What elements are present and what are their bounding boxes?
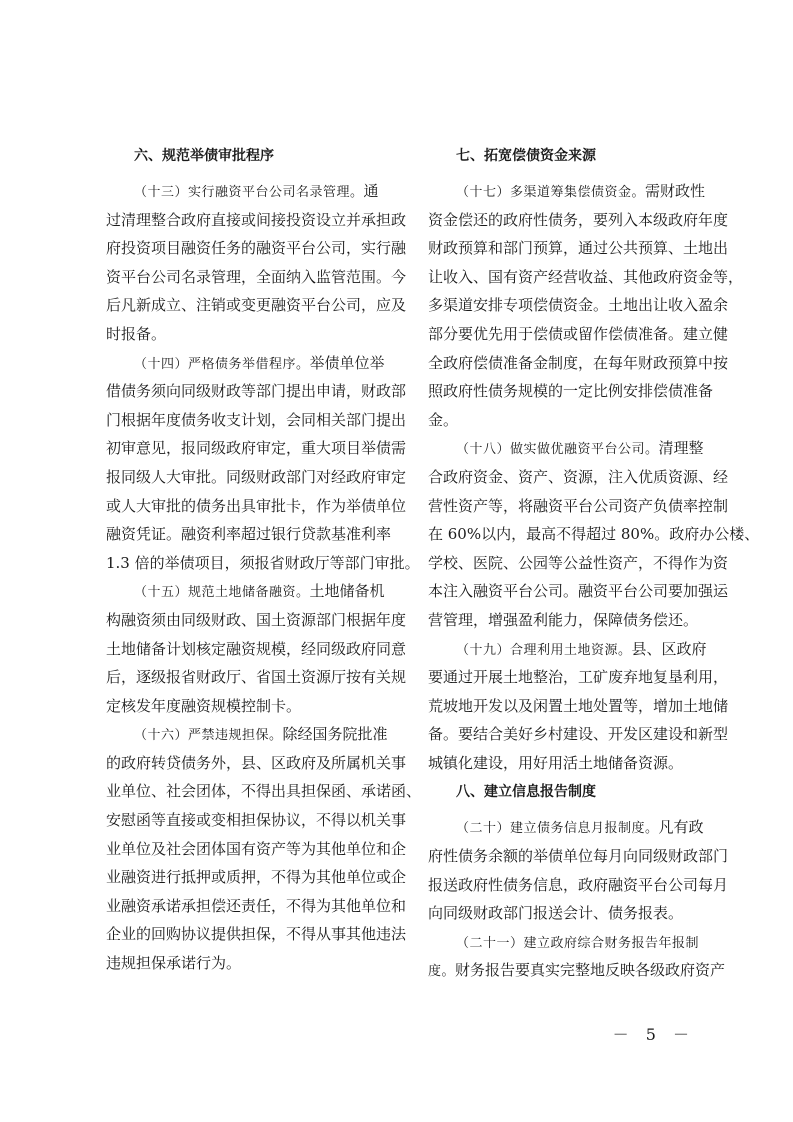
paragraph-line: 定核发年度融资规模控制卡。: [106, 696, 302, 715]
paragraph-13: [106, 177, 407, 349]
paragraph-label: （二十一）建立政府综合财务报告年报制: [456, 935, 700, 951]
section-heading-7: 七、拓宽偿债资金来源: [456, 148, 596, 164]
paragraph-label: （二十）建立债务信息月报制度。: [456, 821, 659, 837]
paragraph-text: 凡有政: [658, 818, 704, 837]
paragraph-17: [428, 177, 744, 434]
section-heading-6: 六、规范举债审批程序: [134, 148, 274, 164]
paragraph-line: 资金偿还的政府性债务，要列入本级政府年度: [428, 210, 729, 229]
paragraph-label: （十四）严格债务举借程序。: [134, 356, 310, 372]
paragraph-line: 营管理，增强盈利能力，保障债务偿还。: [428, 610, 699, 629]
paragraph-line: 营性资产等，将融资平台公司资产负债率控制: [428, 496, 729, 515]
paragraph-text: 通: [363, 182, 379, 200]
paragraph-text: 清理整: [658, 439, 704, 458]
paragraph-line: 全政府偿债准备金制度，在每年财政预算中按: [428, 353, 729, 372]
paragraph-line: 本注入融资平台公司。融资平台公司要加强运: [428, 582, 729, 601]
paragraph-label: （十三）实行融资平台公司名录管理。: [134, 185, 364, 200]
paragraph-line: 借债务须向同级财政等部门提出申请，财政部: [106, 382, 407, 401]
paragraph-line: 财政预算和部门预算，通过公共预算、土地出: [428, 239, 729, 258]
paragraph-line: 资平台公司名录管理，全面纳入监管范围。今: [106, 267, 407, 286]
page-number: － 5 －: [612, 1025, 695, 1044]
paragraph-line: 1.3 倍的举债项目，须报省财政厅等部门审批。: [106, 553, 420, 572]
paragraph-line: 报同级人大审批。同级财政部门对经政府审定: [106, 467, 407, 486]
paragraph-text: 财务报告要真实完整地反映各级政府资产: [455, 961, 726, 980]
left-column: [106, 141, 422, 978]
paragraph-line: 向同级财政部门报送会计、债务报表。: [428, 904, 684, 923]
paragraph-line: 构融资须由同级财政、国土资源部门根据年度: [106, 610, 407, 629]
paragraph-text: 举债单位举: [309, 353, 385, 372]
paragraph-20: [428, 813, 729, 927]
paragraph-label-continued: 度。: [428, 964, 456, 980]
paragraph-line: 企业的回购协议提供担保，不得从事其他违法: [106, 925, 407, 944]
paragraph-line: 或人大审批的债务出具审批卡，作为举债单位: [106, 496, 407, 515]
paragraph-line: 在 60%以内，最高不得超过 80%。政府办公楼、: [428, 525, 760, 544]
paragraph-text: 县、区政府: [631, 639, 707, 658]
paragraph-label: （十七）多渠道筹集偿债资金。: [456, 185, 646, 200]
paragraph-label: （十九）合理利用土地资源。: [456, 642, 632, 658]
paragraph-14: [106, 349, 420, 578]
paragraph-18: [428, 434, 760, 634]
paragraph-line: 的政府转贷债务外，县、区政府及所属机关事: [106, 753, 407, 772]
paragraph-line: 金。: [428, 410, 459, 429]
paragraph-21: [428, 928, 726, 985]
paragraph-text: 需财政性: [645, 182, 706, 200]
paragraph-text: 土地储备机: [309, 582, 385, 601]
paragraph-line: 学校、医院、公园等公益性资产，不得作为资: [428, 553, 729, 572]
paragraph-line: 违规担保承诺行为。: [106, 954, 242, 973]
paragraph-line: 业融资承诺承担偿还责任，不得为其他单位和: [106, 896, 407, 915]
paragraph-line: 门根据年度债务收支计划，会同相关部门提出: [106, 410, 407, 429]
paragraph-line: 安慰函等直接或变相担保协议，不得以机关事: [106, 811, 407, 830]
paragraph-line: 后凡新成立、注销或变更融资平台公司，应及: [106, 296, 407, 315]
paragraph-16: [106, 720, 422, 977]
paragraph-line: 报送政府性债务信息，政府融资平台公司每月: [428, 875, 729, 894]
paragraph-19: [428, 635, 729, 778]
paragraph-line: 业单位及社会团体国有资产等为其他单位和企: [106, 839, 407, 858]
paragraph-line: 融资凭证。融资利率超过银行贷款基准利率: [106, 525, 392, 544]
paragraph-line: 让收入、国有资产经营收益、其他政府资金等，: [428, 267, 744, 286]
right-column: [428, 141, 760, 985]
paragraph-line: 业单位、社会团体，不得出具担保函、承诺函、: [106, 782, 422, 801]
paragraph-line: 府投资项目融资任务的融资平台公司，实行融: [106, 239, 407, 258]
paragraph-line: 荒坡地开发以及闲置土地处置等，增加土地储: [428, 696, 729, 715]
paragraph-line: 后，逐级报省财政厅、省国土资源厅按有关规: [106, 668, 407, 687]
paragraph-line: 要通过开展土地整治，工矿废弃地复垦利用，: [428, 668, 729, 687]
paragraph-line: 土地储备计划核定融资规模，经同级政府同意: [106, 639, 407, 658]
paragraph-line: 多渠道安排专项偿债资金。土地出让收入盈余: [428, 296, 729, 315]
paragraph-line: 城镇化建设，用好用活土地储备资源。: [428, 753, 684, 772]
paragraph-line: 照政府性债务规模的一定比例安排偿债准备: [428, 382, 714, 401]
paragraph-line: 府性债务余额的举债单位每月向同级财政部门: [428, 847, 729, 866]
paragraph-line: 备。要结合美好乡村建设、开发区建设和新型: [428, 725, 729, 744]
paragraph-label: （十八）做实做优融资平台公司。: [456, 442, 659, 458]
paragraph-line: 初审意见，报同级政府审定，重大项目举债需: [106, 439, 407, 458]
paragraph-label: （十五）规范土地储备融资。: [134, 585, 310, 601]
paragraph-line: 部分要优先用于偿债或留作偿债准备。建立健: [428, 324, 729, 343]
paragraph-line: 过清理整合政府直接或间接投资设立并承担政: [106, 210, 407, 229]
paragraph-line: 合政府资金、资产、资源，注入优质资源、经: [428, 467, 729, 486]
section-heading-8: 八、建立信息报告制度: [456, 784, 596, 801]
paragraph-line: 时报备。: [106, 324, 167, 343]
paragraph-text: 除经国务院批准: [282, 725, 388, 744]
paragraph-15: [106, 577, 407, 720]
paragraph-line: 业融资进行抵押或质押，不得为其他单位或企: [106, 868, 407, 887]
paragraph-label: （十六）严禁违规担保。: [134, 728, 283, 744]
